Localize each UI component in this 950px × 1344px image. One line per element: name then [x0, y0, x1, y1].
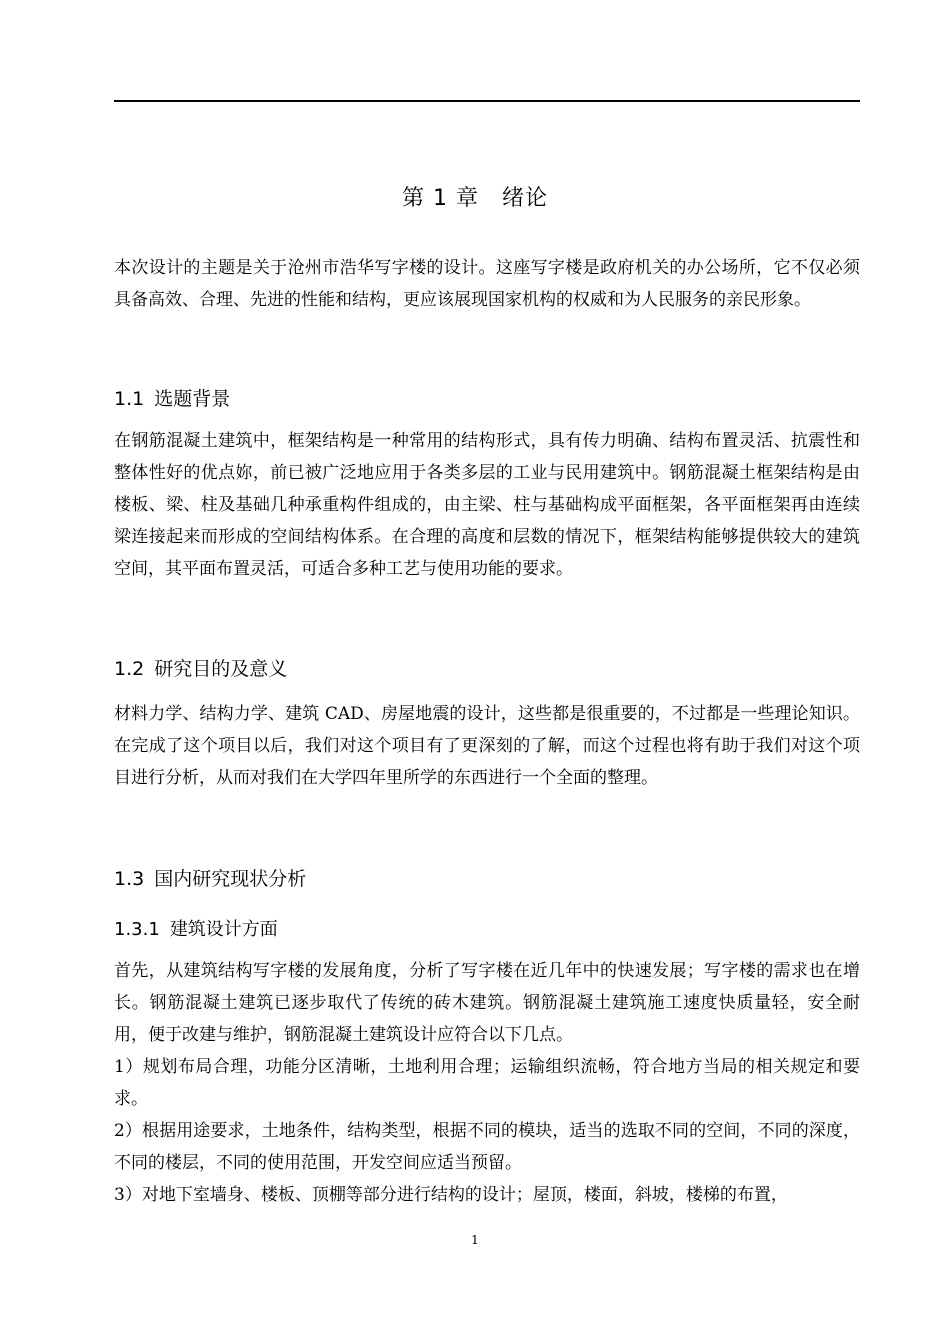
- intro-paragraph: 本次设计的主题是关于沧州市浩华写字楼的设计。这座写字楼是政府机关的办公场所，它不仅必须具备高效、合理、先进的性能和结构，更应该展现国家机构的权威和为人民服务的亲民形象。: [114, 258, 860, 310]
- list-item: 2）根据用途要求，土地条件，结构类型，根据不同的模块，适当的选取不同的空间，不同的深度，不同的楼层，不同的使用范围，开发空间应适当预留。: [114, 1121, 860, 1173]
- list-item: 1）规划布局合理，功能分区清晰，土地利用合理；运输组织流畅，符合地方当局的相关规定和要求。: [114, 1057, 860, 1109]
- section-1-3-heading: [114, 864, 860, 894]
- section-1-1-body: [114, 425, 860, 585]
- section-number: 1.2: [114, 658, 145, 680]
- list-item: 3）对地下室墙身、楼板、顶棚等部分进行结构的设计；屋顶，楼面，斜坡，楼梯的布置，: [114, 1185, 788, 1205]
- section-number: 1.3: [114, 868, 145, 890]
- section-title: 国内研究现状分析: [154, 868, 307, 890]
- section-paragraph: 在钢筋混凝土建筑中，框架结构是一种常用的结构形式，具有传力明确、结构布置灵活、抗震性和整体性好的优点妳，前已被广泛地应用于各类多层的工业与民用建筑中。钢筋混凝土框架结构是由楼板、梁、柱及基础几种承重构件组成的，由主梁、柱与基础构成平面框架，各平面框架再由连续梁连接起来而形成的空间结构体系。在合理的高度和层数的情况下，框架结构能够提供较大的建筑空间，其平面布置灵活，可适合多种工艺与使用功能的要求。: [114, 431, 860, 579]
- section-paragraph: 材料力学、结构力学、建筑 CAD、房屋地震的设计，这些都是很重要的，不过都是一些理论知识。在完成了这个项目以后，我们对这个项目有了更深刻的了解，而这个过程也将有助于我们对这个项目进行分析，从而对我们在大学四年里所学的东西进行一个全面的整理。: [114, 704, 860, 788]
- chapter-title: 第 1 章 绪论: [402, 186, 548, 211]
- subsection-title: 建筑设计方面: [169, 919, 278, 940]
- section-1-1-heading: [114, 384, 860, 414]
- section-number: 1.1: [114, 388, 145, 410]
- page-number: 1: [471, 1233, 479, 1247]
- header-rule: [114, 100, 860, 102]
- section-title: 研究目的及意义: [154, 658, 288, 680]
- section-1-2-heading: [114, 654, 860, 684]
- subsection-1-3-1-body: [114, 955, 860, 1211]
- section-1-2-body: [114, 698, 860, 794]
- subsection-number: 1.3.1: [114, 919, 160, 940]
- subsection-paragraph: 首先，从建筑结构写字楼的发展角度，分析了写字楼在近几年中的快速发展；写字楼的需求也在增长。钢筋混凝土建筑已逐步取代了传统的砖木建筑。钢筋混凝土建筑施工速度快质量轻，安全耐用，便于改建与维护，钢筋混凝土建筑设计应符合以下几点。: [114, 961, 860, 1045]
- subsection-1-3-1-heading: [114, 915, 860, 945]
- intro-section: [114, 252, 860, 316]
- section-title: 选题背景: [154, 388, 231, 410]
